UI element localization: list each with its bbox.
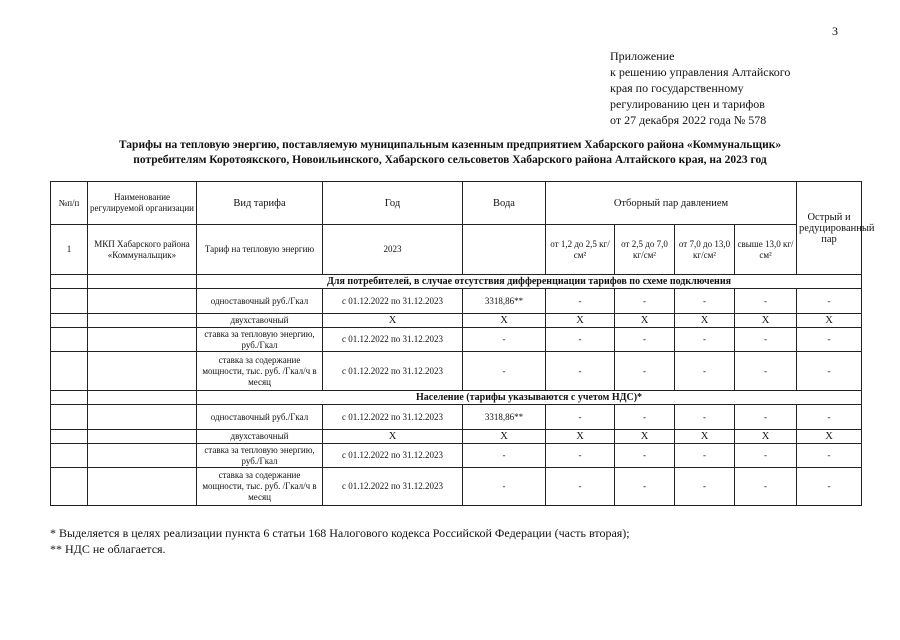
header-steam-3: от 7,0 до 13,0 кг/см² bbox=[675, 225, 735, 275]
water-cell: - bbox=[463, 468, 546, 506]
header-year: Год bbox=[323, 182, 463, 225]
table-row bbox=[51, 328, 862, 352]
appendix-line: края по государственному bbox=[610, 81, 744, 95]
water-cell: - bbox=[463, 444, 546, 468]
empty-cell bbox=[88, 328, 197, 352]
section-title: Население (тарифы указываются с учетом НДС)* bbox=[197, 391, 862, 405]
sharp-steam-cell: - bbox=[797, 328, 862, 352]
footnotes bbox=[50, 525, 630, 557]
empty-cell bbox=[51, 430, 88, 444]
period-cell: Х bbox=[323, 430, 463, 444]
steam-1-cell: Х bbox=[546, 430, 615, 444]
empty-cell bbox=[51, 468, 88, 506]
sharp-steam-cell: - bbox=[797, 289, 862, 314]
tariff-type-cell: двухставочный bbox=[197, 430, 323, 444]
empty-cell bbox=[88, 468, 197, 506]
empty-cell bbox=[51, 314, 88, 328]
header-steam-4: свыше 13,0 кг/см² bbox=[735, 225, 797, 275]
table-row bbox=[51, 289, 862, 314]
empty-cell bbox=[51, 328, 88, 352]
steam-1-cell: - bbox=[546, 289, 615, 314]
row-number: 1 bbox=[51, 225, 88, 275]
footnote-vat: * Выделяется в целях реализации пункта 6 статьи 168 Налогового кодекса Российской Федерации (часть вторая); bbox=[50, 526, 630, 540]
empty-cell bbox=[51, 289, 88, 314]
header-steam: Отборный пар давлением bbox=[546, 182, 797, 225]
empty-cell bbox=[88, 430, 197, 444]
water-cell: - bbox=[463, 328, 546, 352]
table-row bbox=[51, 430, 862, 444]
period-cell: с 01.12.2022 по 31.12.2023 bbox=[323, 352, 463, 391]
page-number: 3 bbox=[832, 24, 838, 38]
water-cell: Х bbox=[463, 430, 546, 444]
water-empty bbox=[463, 225, 546, 275]
steam-3-cell: - bbox=[675, 289, 735, 314]
steam-3-cell: Х bbox=[675, 430, 735, 444]
period-cell: с 01.12.2022 по 31.12.2023 bbox=[323, 328, 463, 352]
tariff-type-cell: ставка за тепловую энергию, руб./Гкал bbox=[197, 444, 323, 468]
header-org: Наименование регулируемой организации bbox=[88, 182, 197, 225]
tariff-name: Тариф на тепловую энергию bbox=[197, 225, 323, 275]
header-steam-1: от 1,2 до 2,5 кг/см² bbox=[546, 225, 615, 275]
section-title: Для потребителей, в случае отсутствия дифференциации тарифов по схеме подключения bbox=[197, 275, 862, 289]
period-cell: Х bbox=[323, 314, 463, 328]
steam-4-cell: - bbox=[735, 352, 797, 391]
steam-4-cell: - bbox=[735, 328, 797, 352]
empty-cell bbox=[88, 314, 197, 328]
steam-4-cell: - bbox=[735, 444, 797, 468]
sharp-steam-cell: - bbox=[797, 405, 862, 430]
steam-2-cell: - bbox=[615, 289, 675, 314]
steam-3-cell: - bbox=[675, 352, 735, 391]
tariff-type-cell: одноставочный руб./Гкал bbox=[197, 289, 323, 314]
steam-1-cell: - bbox=[546, 328, 615, 352]
steam-2-cell: Х bbox=[615, 430, 675, 444]
steam-4-cell: - bbox=[735, 468, 797, 506]
steam-1-cell: - bbox=[546, 405, 615, 430]
table-row bbox=[51, 405, 862, 430]
tariff-type-cell: ставка за содержание мощности, тыс. руб. /Гкал/ч в месяц bbox=[197, 468, 323, 506]
steam-3-cell: - bbox=[675, 405, 735, 430]
period-cell: с 01.12.2022 по 31.12.2023 bbox=[323, 468, 463, 506]
water-cell: 3318,86** bbox=[463, 405, 546, 430]
empty-cell bbox=[88, 289, 197, 314]
steam-4-cell: - bbox=[735, 405, 797, 430]
period-cell: с 01.12.2022 по 31.12.2023 bbox=[323, 444, 463, 468]
appendix-line: к решению управления Алтайского bbox=[610, 65, 791, 79]
period-cell: с 01.12.2022 по 31.12.2023 bbox=[323, 289, 463, 314]
sharp-steam-cell: - bbox=[797, 444, 862, 468]
empty-cell bbox=[88, 405, 197, 430]
sharp-steam-cell: Х bbox=[797, 430, 862, 444]
section-empty-cell bbox=[88, 391, 197, 405]
steam-3-cell: - bbox=[675, 328, 735, 352]
steam-1-cell: Х bbox=[546, 314, 615, 328]
section-empty-cell bbox=[88, 275, 197, 289]
table-row bbox=[51, 444, 862, 468]
tariff-type-cell: двухставочный bbox=[197, 314, 323, 328]
header-num: №п/п bbox=[51, 182, 88, 225]
table-row bbox=[51, 352, 862, 391]
org-name: МКП Хабарского района «Коммунальщик» bbox=[88, 225, 197, 275]
table-row bbox=[51, 314, 862, 328]
steam-1-cell: - bbox=[546, 468, 615, 506]
empty-cell bbox=[88, 444, 197, 468]
title-line-2: потребителям Коротоякского, Новоильинского, Хабарского сельсоветов Хабарского района Алтайского края, на 2023 год bbox=[133, 154, 767, 166]
appendix-line: Приложение bbox=[610, 49, 675, 63]
appendix-line: регулированию цен и тарифов bbox=[610, 97, 765, 111]
section-empty-cell bbox=[51, 275, 88, 289]
water-cell: - bbox=[463, 352, 546, 391]
water-cell: Х bbox=[463, 314, 546, 328]
appendix-line: от 27 декабря 2022 года № 578 bbox=[610, 113, 767, 127]
tariff-type-cell: ставка за содержание мощности, тыс. руб. /Гкал/ч в месяц bbox=[197, 352, 323, 391]
steam-4-cell: Х bbox=[735, 314, 797, 328]
period-cell: с 01.12.2022 по 31.12.2023 bbox=[323, 405, 463, 430]
steam-2-cell: - bbox=[615, 352, 675, 391]
footnote-no-vat: ** НДС не облагается. bbox=[50, 542, 166, 556]
header-sharp-steam: Острый и редуцированный пар bbox=[797, 182, 862, 275]
steam-2-cell: Х bbox=[615, 314, 675, 328]
header-steam-2: от 2,5 до 7,0 кг/см² bbox=[615, 225, 675, 275]
steam-4-cell: - bbox=[735, 289, 797, 314]
header-water: Вода bbox=[463, 182, 546, 225]
appendix-block bbox=[610, 48, 790, 128]
steam-1-cell: - bbox=[546, 444, 615, 468]
steam-2-cell: - bbox=[615, 328, 675, 352]
empty-cell bbox=[51, 444, 88, 468]
sharp-steam-cell: Х bbox=[797, 314, 862, 328]
sharp-steam-cell: - bbox=[797, 352, 862, 391]
sharp-steam-cell: - bbox=[797, 468, 862, 506]
section-empty-cell bbox=[51, 391, 88, 405]
empty-cell bbox=[88, 352, 197, 391]
steam-2-cell: - bbox=[615, 444, 675, 468]
header-tariff-type: Вид тарифа bbox=[197, 182, 323, 225]
steam-3-cell: Х bbox=[675, 314, 735, 328]
document-title bbox=[20, 138, 880, 168]
steam-3-cell: - bbox=[675, 444, 735, 468]
steam-3-cell: - bbox=[675, 468, 735, 506]
table-row bbox=[51, 468, 862, 506]
tariff-type-cell: ставка за тепловую энергию, руб./Гкал bbox=[197, 328, 323, 352]
tariff-table bbox=[50, 181, 875, 506]
empty-cell bbox=[51, 405, 88, 430]
empty-cell bbox=[51, 352, 88, 391]
steam-2-cell: - bbox=[615, 468, 675, 506]
water-cell: 3318,86** bbox=[463, 289, 546, 314]
year-value: 2023 bbox=[323, 225, 463, 275]
steam-1-cell: - bbox=[546, 352, 615, 391]
steam-2-cell: - bbox=[615, 405, 675, 430]
tariff-type-cell: одноставочный руб./Гкал bbox=[197, 405, 323, 430]
steam-4-cell: Х bbox=[735, 430, 797, 444]
title-line-1: Тарифы на тепловую энергию, поставляемую муниципальным казенным предприятием Хабарского района «Коммунальщик» bbox=[118, 139, 782, 151]
